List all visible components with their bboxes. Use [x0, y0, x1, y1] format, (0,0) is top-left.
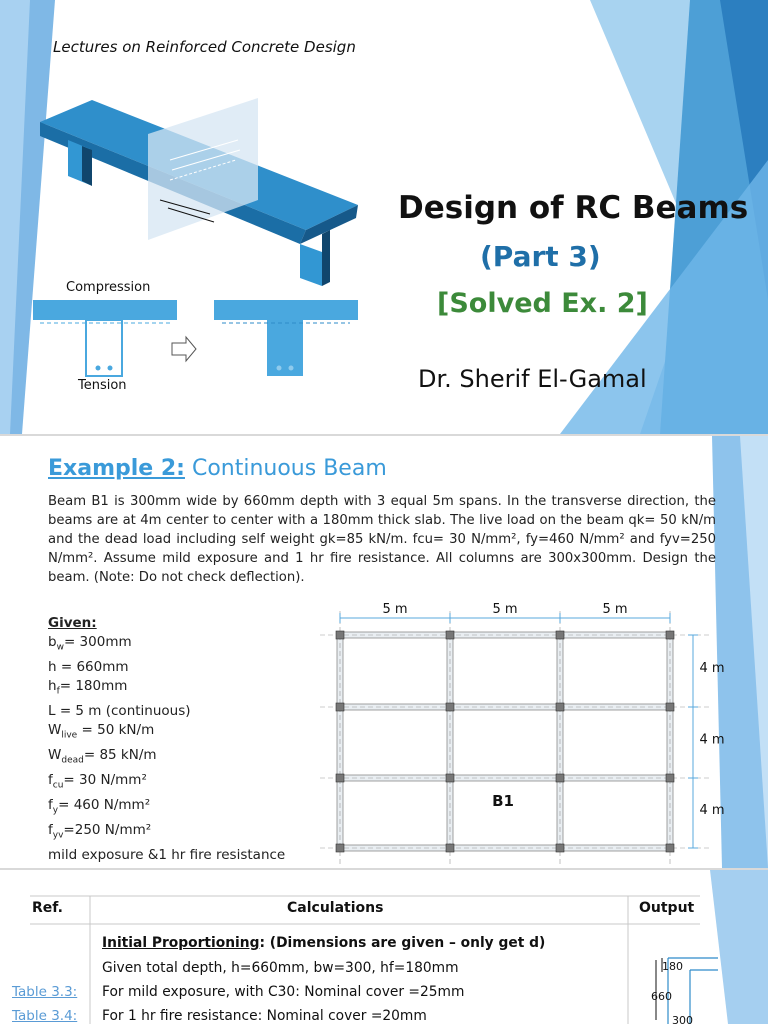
column-square [446, 703, 454, 711]
given-item: h = 660mm [48, 659, 129, 676]
course-header: Lectures on Reinforced Concrete Design [53, 38, 356, 56]
column-square [336, 774, 344, 782]
output-flange-label: 180 [662, 960, 683, 973]
calc-row-given-depth: Given total depth, h=660mm, bw=300, hf=180mm [102, 960, 459, 976]
given-list [48, 614, 285, 884]
calculation-slide [0, 870, 768, 1027]
column-square [666, 631, 674, 639]
t-section-before [33, 300, 177, 376]
beam-3d-illustration [40, 98, 358, 286]
beam-b1-label: B1 [492, 792, 514, 810]
part-subtitle: (Part 3) [480, 240, 601, 273]
given-item: $W_{live} = 50$ kN/m [48, 722, 155, 742]
output-depth-label: 660 [651, 990, 672, 1003]
title-slide [0, 0, 768, 434]
column-square [556, 703, 564, 711]
tension-label: Tension [78, 378, 127, 393]
column-square [336, 631, 344, 639]
bay-label: 4 m [699, 661, 725, 676]
given-item: $h_f= 180mm$ [48, 678, 128, 697]
given-item: $f_y= 460$ N/mm² [48, 797, 151, 816]
solved-example-subtitle: [Solved Ex. 2] [437, 288, 648, 319]
calc-row-initial-proportioning: Initial Proportioning: (Dimensions are given – only get d) [102, 935, 546, 951]
example-title [48, 456, 387, 481]
column-square [446, 844, 454, 852]
output-width-label: 300 [672, 1014, 693, 1027]
column-square [446, 631, 454, 639]
column-square [336, 844, 344, 852]
t-section-after [214, 300, 358, 376]
calculations-column-header: Calculations [287, 900, 384, 916]
given-item: $b_w= 300mm$ [48, 634, 132, 653]
ref-column-header: Ref. [32, 900, 63, 916]
span-label: 5 m [602, 602, 628, 617]
column-square [556, 631, 564, 639]
column-square [446, 774, 454, 782]
example-number: Example 2: [48, 456, 185, 481]
calc-row-lead: Initial Proportioning [102, 935, 260, 951]
column-square [556, 844, 564, 852]
bay-label: 4 m [699, 732, 725, 748]
author-name: Dr. Sherif El-Gamal [418, 365, 647, 393]
column-square [666, 844, 674, 852]
given-item: L = 5 m (continuous) [48, 703, 191, 720]
given-item: $W_{dead}= 85$ kN/m [48, 747, 157, 766]
given-heading: Given: [48, 615, 97, 631]
example-topic: Continuous Beam [184, 456, 387, 481]
given-item: $f_{cu}= 30$ N/mm² [48, 772, 147, 791]
ref-link-table-3-3[interactable]: Table 3.3: [12, 984, 78, 1000]
bay-label: 4 m [699, 803, 725, 818]
output-column-header: Output [639, 900, 695, 916]
ref-link-table-3-4[interactable]: Table 3.4: [12, 1008, 78, 1024]
column-square [336, 703, 344, 711]
slide-title: Design of RC Beams [398, 190, 749, 226]
given-items [48, 633, 285, 884]
span-label: 5 m [492, 602, 518, 617]
arrow-icon [172, 337, 196, 361]
column-square [666, 703, 674, 711]
calc-row-exposure-cover: For mild exposure, with C30: Nominal cover =25mm [102, 984, 465, 1000]
problem-statement: Beam B1 is 300mm wide by 660mm depth with 3 equal 5m spans. In the transverse direction, the beams are at 4m center to center with a 180mm thick slab. The live load on the beam qk= 50 kN/m and the dead load including self weight gk=85 kN/m. fcu= 30 N/mm², fy=460 N/mm² and fyv=250 N/mm². Assume mild exposure and 1 hr fire resistance. All columns are 300x300mm. Design the beam. (Note: Do not check deflection). [48, 494, 716, 585]
span-label: 5 m [382, 602, 408, 617]
compression-label: Compression [66, 280, 151, 295]
column-square [666, 774, 674, 782]
column-square [556, 774, 564, 782]
given-item: mild exposure &1 hr fire resistance [48, 846, 286, 863]
beam-plan-drawing [315, 601, 735, 871]
calc-row-fire-cover: For 1 hr fire resistance: Nominal cover =20mm [102, 1008, 427, 1024]
given-item: $f_{yv}=250$ N/mm² [48, 821, 152, 841]
example-slide [0, 436, 768, 868]
